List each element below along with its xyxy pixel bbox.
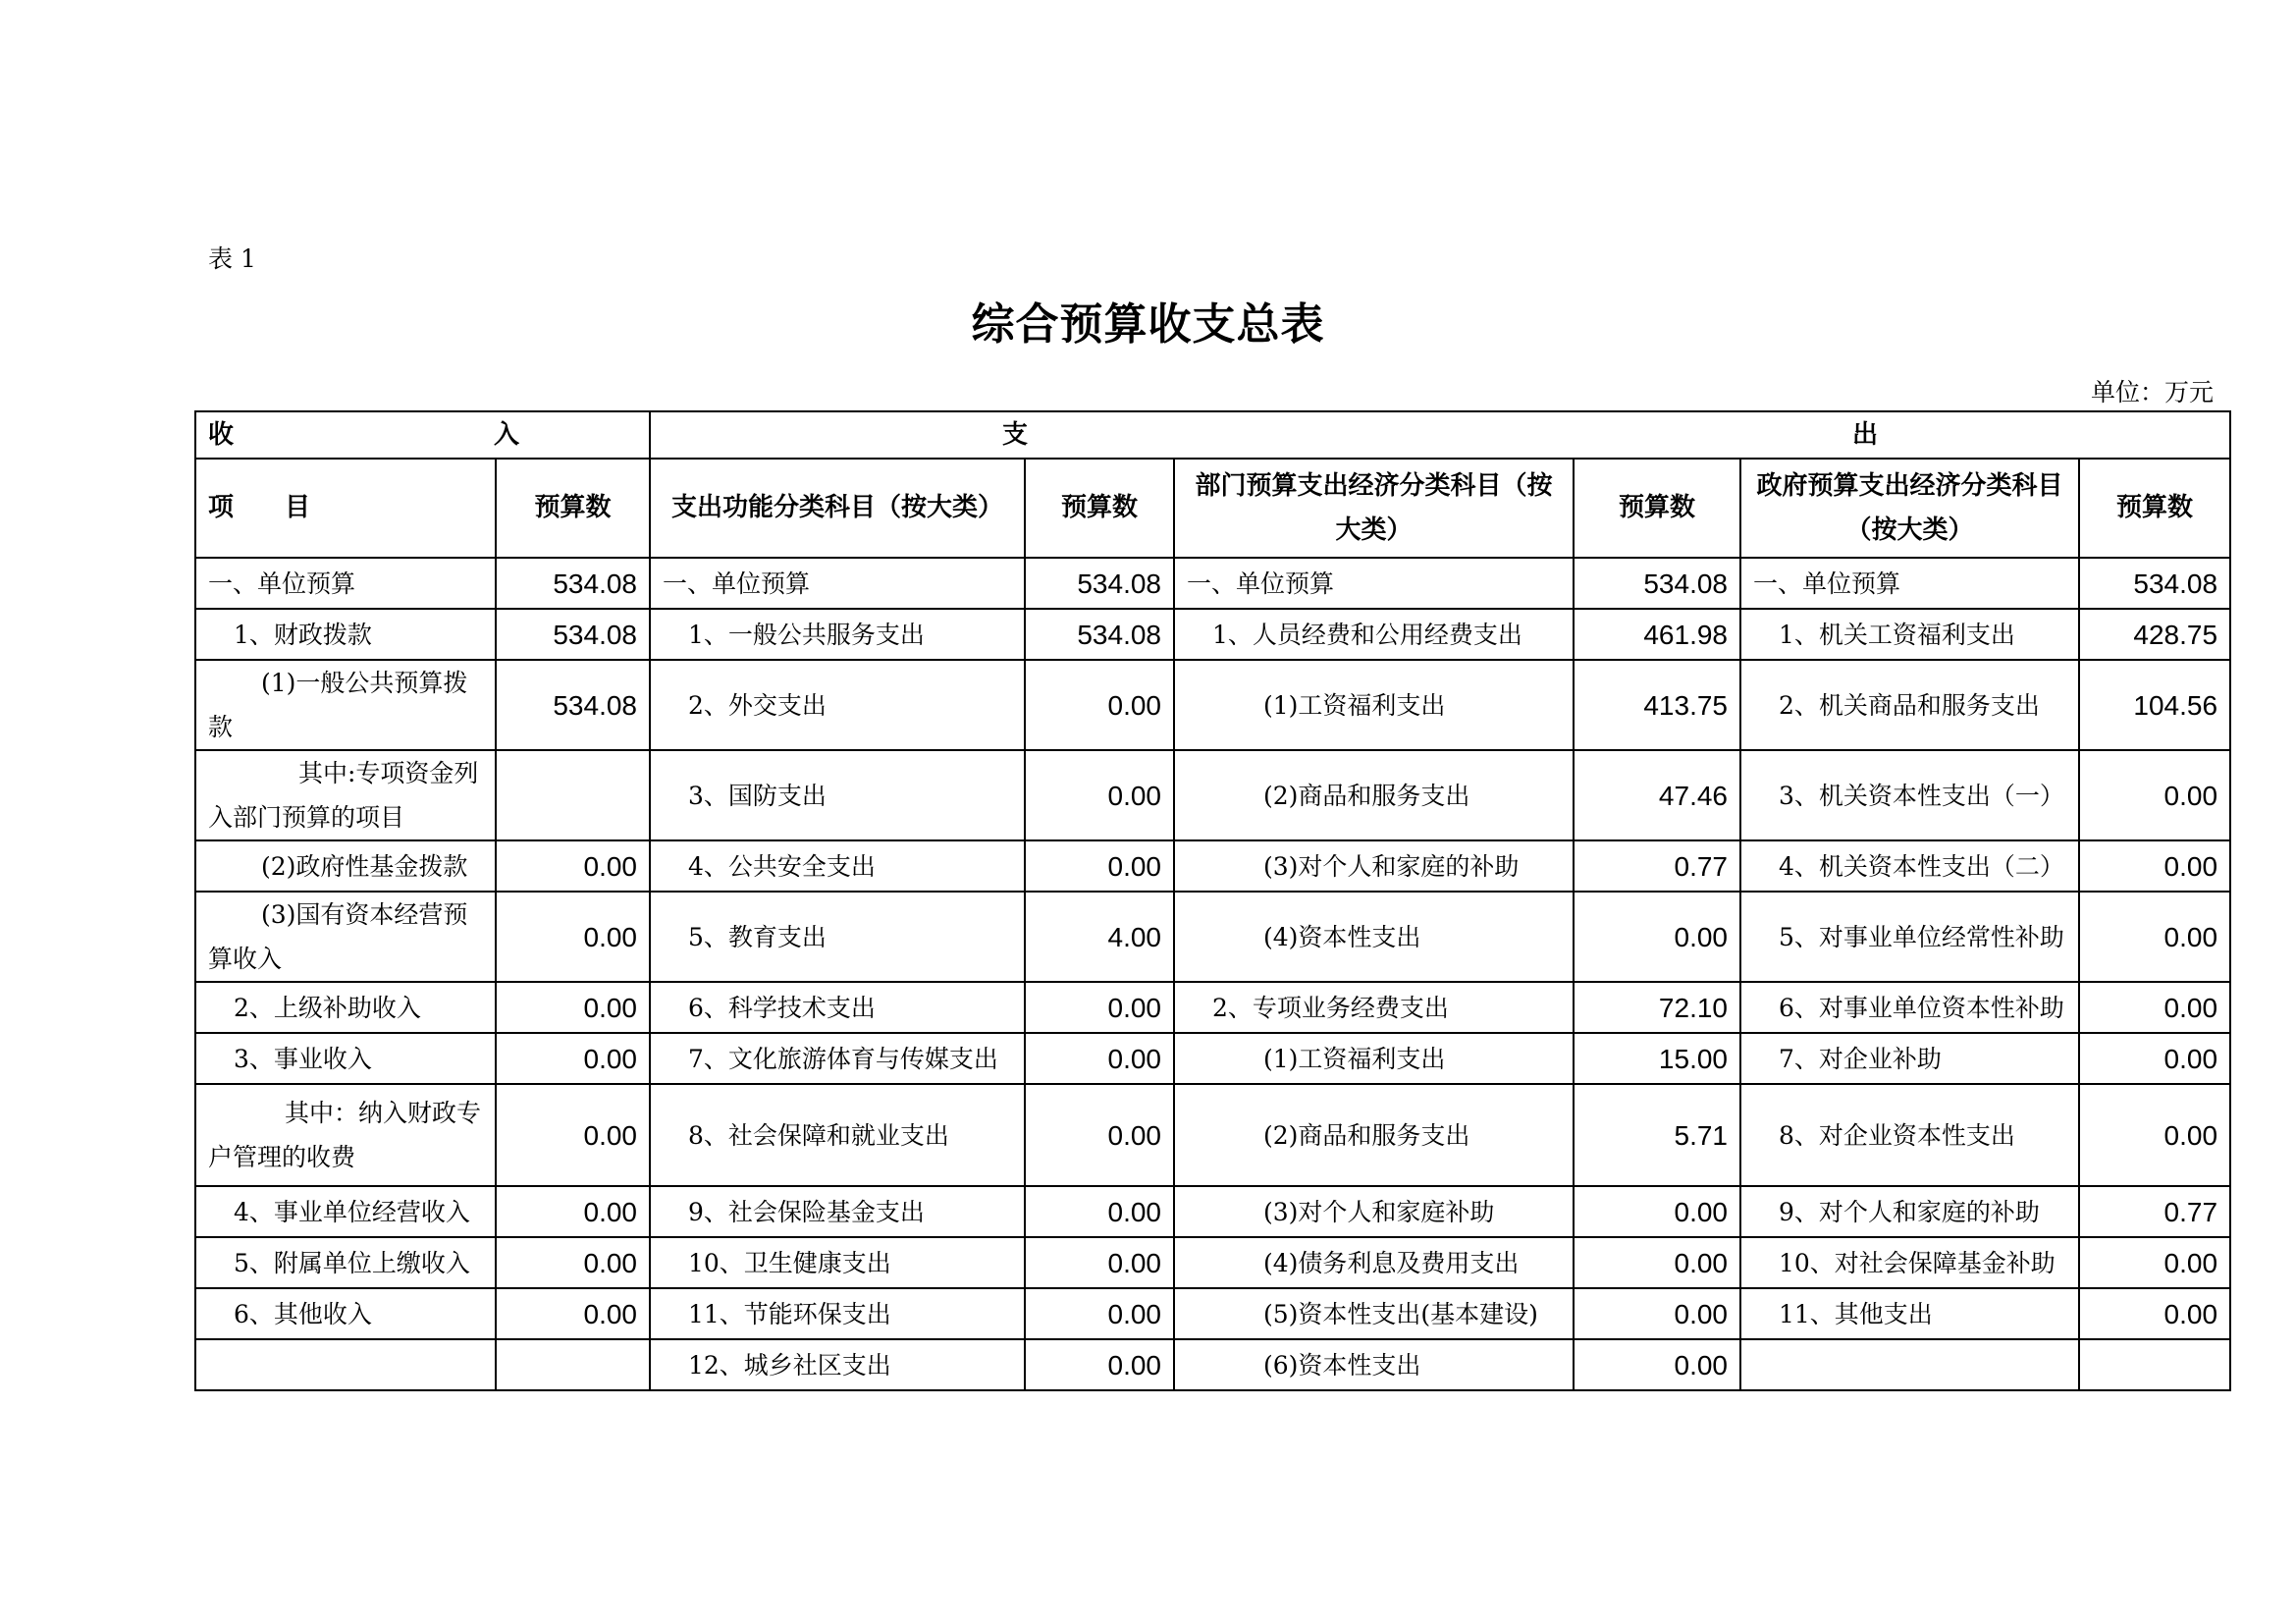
gov-value: 534.08 [2079,558,2230,609]
col-header-gov: 政府预算支出经济分类科目（按大类） [1740,459,2079,558]
dept-value: 15.00 [1574,1033,1740,1084]
income-value: 0.00 [496,1186,650,1237]
gov-item: 3、机关资本性支出（一） [1740,750,2079,840]
income-value [496,1339,650,1390]
expense-section-header: 支 出 [650,411,2230,459]
func-value: 4.00 [1025,892,1174,982]
gov-item: 7、对企业补助 [1740,1033,2079,1084]
table-row [195,1033,2230,1084]
income-value: 534.08 [496,609,650,660]
func-item: 8、社会保障和就业支出 [650,1084,1025,1186]
gov-item: 6、对事业单位资本性补助 [1740,982,2079,1033]
dept-value: 0.00 [1574,892,1740,982]
table-row [195,892,2230,982]
col-header-budget-income: 预算数 [496,459,650,558]
func-item: 4、公共安全支出 [650,840,1025,892]
dept-value: 461.98 [1574,609,1740,660]
gov-item: 5、对事业单位经常性补助 [1740,892,2079,982]
func-item: 6、科学技术支出 [650,982,1025,1033]
gov-value: 0.00 [2079,750,2230,840]
income-item: 2、上级补助收入 [195,982,496,1033]
dept-value: 5.71 [1574,1084,1740,1186]
income-value: 0.00 [496,1084,650,1186]
func-item: 5、教育支出 [650,892,1025,982]
table-number-label: 表 1 [208,244,256,273]
col-header-budget-gov: 预算数 [2079,459,2230,558]
gov-item: 11、其他支出 [1740,1288,2079,1339]
func-value: 0.00 [1025,1084,1174,1186]
func-value: 0.00 [1025,1237,1174,1288]
income-item: 4、事业单位经营收入 [195,1186,496,1237]
dept-value: 534.08 [1574,558,1740,609]
income-value: 0.00 [496,1237,650,1288]
col-header-item: 项 目 [195,459,496,558]
dept-item: 一、单位预算 [1174,558,1574,609]
gov-value: 0.00 [2079,840,2230,892]
gov-value: 0.00 [2079,1033,2230,1084]
dept-value: 0.00 [1574,1288,1740,1339]
income-value: 534.08 [496,660,650,750]
func-item: 1、一般公共服务支出 [650,609,1025,660]
income-item: (2)政府性基金拨款 [195,840,496,892]
func-value: 0.00 [1025,1339,1174,1390]
func-item: 9、社会保险基金支出 [650,1186,1025,1237]
func-value: 0.00 [1025,750,1174,840]
income-item: 3、事业收入 [195,1033,496,1084]
func-value: 534.08 [1025,558,1174,609]
income-value: 0.00 [496,840,650,892]
income-section-header: 收 入 [195,411,650,459]
dept-item: 2、专项业务经费支出 [1174,982,1574,1033]
col-header-func: 支出功能分类科目（按大类） [650,459,1025,558]
income-item: 1、财政拨款 [195,609,496,660]
dept-item: (3)对个人和家庭补助 [1174,1186,1574,1237]
income-value: 0.00 [496,982,650,1033]
func-value: 534.08 [1025,609,1174,660]
dept-value: 72.10 [1574,982,1740,1033]
dept-item: (4)资本性支出 [1174,892,1574,982]
income-item: 其中：纳入财政专户管理的收费 [195,1084,496,1186]
dept-item: (1)工资福利支出 [1174,1033,1574,1084]
gov-item: 一、单位预算 [1740,558,2079,609]
table-row [195,558,2230,609]
table-row [195,750,2230,840]
gov-item [1740,1339,2079,1390]
gov-value: 104.56 [2079,660,2230,750]
dept-item: (5)资本性支出(基本建设) [1174,1288,1574,1339]
func-value: 0.00 [1025,1033,1174,1084]
col-header-dept: 部门预算支出经济分类科目（按大类） [1174,459,1574,558]
dept-value: 0.00 [1574,1237,1740,1288]
dept-item: 1、人员经费和公用经费支出 [1174,609,1574,660]
table-row [195,1288,2230,1339]
dept-item: (4)债务利息及费用支出 [1174,1237,1574,1288]
func-item: 12、城乡社区支出 [650,1339,1025,1390]
col-header-budget-dept: 预算数 [1574,459,1740,558]
func-value: 0.00 [1025,840,1174,892]
table-row [195,982,2230,1033]
table-row [195,1237,2230,1288]
func-item: 2、外交支出 [650,660,1025,750]
gov-value: 0.00 [2079,1084,2230,1186]
income-item: (3)国有资本经营预算收入 [195,892,496,982]
func-value: 0.00 [1025,982,1174,1033]
gov-value: 0.00 [2079,982,2230,1033]
gov-value [2079,1339,2230,1390]
gov-value: 0.00 [2079,1237,2230,1288]
gov-item: 8、对企业资本性支出 [1740,1084,2079,1186]
column-header-row [195,459,2230,558]
dept-value: 0.00 [1574,1339,1740,1390]
income-value: 0.00 [496,1288,650,1339]
gov-item: 9、对个人和家庭的补助 [1740,1186,2079,1237]
dept-item: (3)对个人和家庭的补助 [1174,840,1574,892]
income-item: (1)一般公共预算拨款 [195,660,496,750]
gov-item: 1、机关工资福利支出 [1740,609,2079,660]
func-item: 7、文化旅游体育与传媒支出 [650,1033,1025,1084]
gov-value: 0.77 [2079,1186,2230,1237]
dept-value: 0.00 [1574,1186,1740,1237]
gov-item: 4、机关资本性支出（二） [1740,840,2079,892]
func-item: 11、节能环保支出 [650,1288,1025,1339]
table-row [195,1186,2230,1237]
func-item: 3、国防支出 [650,750,1025,840]
unit-label: 单位：万元 [2090,378,2214,406]
func-item: 一、单位预算 [650,558,1025,609]
income-value: 534.08 [496,558,650,609]
col-header-budget-func: 预算数 [1025,459,1174,558]
income-item: 6、其他收入 [195,1288,496,1339]
func-item: 10、卫生健康支出 [650,1237,1025,1288]
income-item: 其中:专项资金列入部门预算的项目 [195,750,496,840]
func-value: 0.00 [1025,1186,1174,1237]
table-row [195,1084,2230,1186]
table-row [195,609,2230,660]
func-value: 0.00 [1025,1288,1174,1339]
income-item: 5、附属单位上缴收入 [195,1237,496,1288]
func-value: 0.00 [1025,660,1174,750]
dept-value: 0.77 [1574,840,1740,892]
gov-item: 2、机关商品和服务支出 [1740,660,2079,750]
table-row [195,660,2230,750]
income-value: 0.00 [496,892,650,982]
income-item: 一、单位预算 [195,558,496,609]
gov-value: 0.00 [2079,1288,2230,1339]
gov-value: 0.00 [2079,892,2230,982]
dept-item: (2)商品和服务支出 [1174,750,1574,840]
gov-item: 10、对社会保障基金补助 [1740,1237,2079,1288]
dept-item: (1)工资福利支出 [1174,660,1574,750]
dept-item: (6)资本性支出 [1174,1339,1574,1390]
dept-item: (2)商品和服务支出 [1174,1084,1574,1186]
income-value [496,750,650,840]
table-row [195,1339,2230,1390]
section-header-row [195,411,2230,459]
income-value: 0.00 [496,1033,650,1084]
income-item [195,1339,496,1390]
page-title: 综合预算收支总表 [971,299,1325,350]
budget-summary-table [194,410,2231,1391]
gov-value: 428.75 [2079,609,2230,660]
table-row [195,840,2230,892]
dept-value: 413.75 [1574,660,1740,750]
dept-value: 47.46 [1574,750,1740,840]
